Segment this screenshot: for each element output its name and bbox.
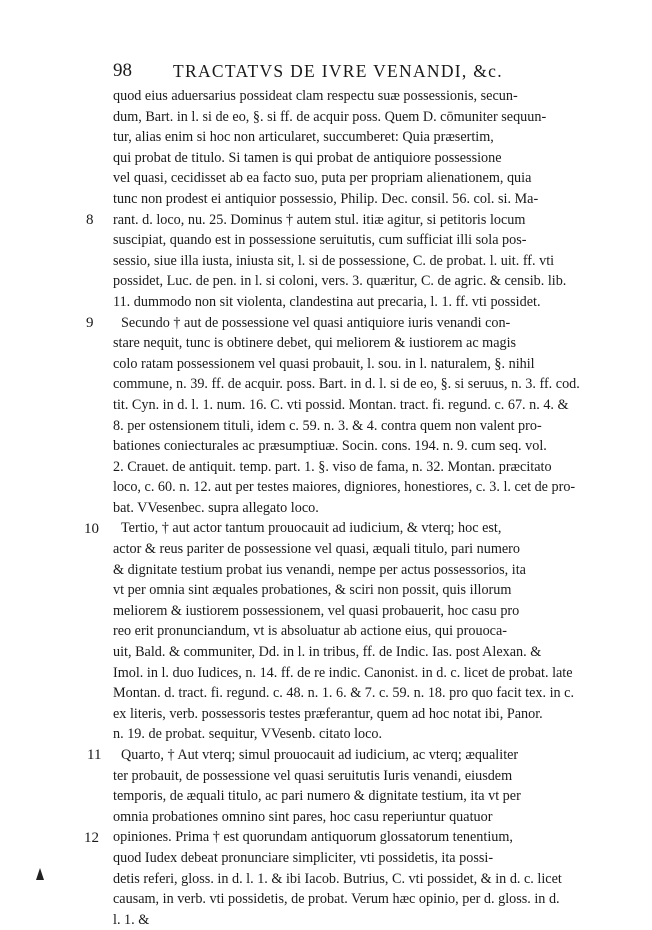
text-line: n. 19. de probat. sequitur, VVesenb. citato loco.	[113, 726, 383, 743]
text-line: vt per omnia sint æquales probationes, & sciri non possit, quis illorum	[113, 582, 512, 599]
text-line: stare nequit, tunc is obtinere debet, qui meliorem & iustiorem ac magis	[113, 335, 517, 352]
text-line: commune, n. 39. ff. de acquir. poss. Bart. in d. l. si de eo, §. si seruus, n. 3. ff. cod.	[113, 376, 580, 393]
text-line: Montan. d. tract. fi. regund. c. 48. n. 1. 6. & 7. c. 59. n. 18. pro quo facit tex. in c.	[113, 685, 574, 702]
text-line: vel quasi, cecidisset ab ea facto suo, puta per propriam alienationem, quia	[113, 170, 532, 187]
text-line: omnia probationes omnino sint pares, hoc casu reperiuntur quatuor	[113, 808, 493, 825]
text-line: bat. VVesenbec. supra allegato loco.	[113, 499, 319, 516]
text-line: loco, c. 60. n. 12. aut per testes maiores, digniores, honestiores, c. 3. l. cet de pro-	[113, 479, 576, 496]
margin-number: 11	[87, 747, 102, 764]
margin-number: 8	[86, 211, 94, 228]
margin-number: 9	[86, 314, 94, 331]
text-line: dum, Bart. in l. si de eo, §. si ff. de acquir poss. Quem D. cōmuniter sequun-	[113, 108, 547, 125]
text-line: Quarto, † Aut vterq; simul prouocauit ad iudicium, ac vterq; æqualiter	[121, 747, 519, 763]
text-line: rant. d. loco, nu. 25. Dominus † autem stul. itiæ agitur, si petitoris locum	[113, 211, 526, 228]
text-line: qui probat de titulo. Si tamen is qui probat de antiquiore possessione	[113, 149, 502, 166]
page-header	[113, 60, 593, 84]
text-line: possidet, Luc. de pen. in l. si coloni, vers. 3. quæritur, C. de agric. & censib. lib.	[113, 273, 567, 290]
margin-number: 12	[84, 829, 99, 846]
text-line: Imol. in l. duo Iudices, n. 14. ff. de re indic. Canonist. in d. c. licet de probat. late	[113, 664, 573, 681]
text-line: tur, alias enim si hoc non articularet, succumberet: Quia præsertim,	[113, 129, 494, 146]
margin-number: 10	[84, 520, 99, 537]
text-line: temporis, de æquali titulo, ac pari numero & dignitate testium, ita vt per	[113, 788, 521, 805]
text-line: suscipiat, quando est in possessione seruitutis, cum sufficiat illi sola pos-	[113, 232, 527, 249]
body-text	[113, 86, 583, 930]
text-line: tit. Cyn. in d. l. 1. num. 16. C. vti possid. Montan. tract. fi. regund. c. 67. n. 4. &	[113, 396, 569, 413]
text-line: opiniones. Prima † est quorundam antiquorum glossatorum tenentium,	[113, 829, 513, 846]
text-line: 11. dummodo non sit violenta, clandestina aut precaria, l. 1. ff. vti possidet.	[113, 293, 541, 310]
text-line: quod eius aduersarius possideat clam respectu suæ possessionis, secun-	[113, 88, 518, 104]
text-line: colo ratam possessionem vel quasi probauit, l. sou. in l. naturalem, §. nihil	[113, 355, 535, 372]
text-line: reo erit pronunciandum, vt is absoluatur ab actione eius, qui prouoca-	[113, 623, 507, 640]
text-line: Secundo † aut de possessione vel quasi antiquiore iuris venandi con-	[121, 314, 511, 331]
text-line: bationes coniecturales ac præsumptiuæ. Socin. cons. 194. n. 9. cum seq. vol.	[113, 438, 547, 455]
text-line: actor & reus pariter de possessione vel quasi, æquali titulo, pari numero	[113, 541, 521, 558]
text-line: detis referi, gloss. in d. l. 1. & ibi Iacob. Butrius, C. vti possidet, & in d. c. licet	[113, 870, 562, 887]
page-number: 98	[113, 60, 132, 81]
text-line: quod Iudex debeat pronunciare simpliciter, vti possidetis, ita possi-	[113, 849, 494, 866]
text-line: sessio, siue illa iusta, iniusta sit, l. si de possessione, C. de probat. l. uit. ff. vti	[113, 252, 555, 269]
page-corner-mark	[36, 868, 44, 880]
text-line: ex literis, verb. possessoris testes præferantur, quem ad hoc notat ibi, Panor.	[113, 705, 543, 722]
text-line: l. 1. &	[113, 911, 150, 928]
text-line: 2. Crauet. de antiquit. temp. part. 1. §. viso de fama, n. 32. Montan. præcitato	[113, 458, 552, 475]
text-line: causam, in verb. vti possidetis, de probat. Verum hæc opinio, per d. gloss. in d.	[113, 891, 560, 908]
running-title: TRACTATVS DE IVRE VENANDI, &c.	[173, 61, 503, 81]
text-line: Tertio, † aut actor tantum prouocauit ad iudicium, & vterq; hoc est,	[121, 520, 502, 537]
text-line: tunc non prodest ei antiquior possessio, Philip. Dec. consil. 56. col. si. Ma-	[113, 190, 539, 207]
text-line: ter probauit, de possessione vel quasi seruitutis Iuris venandi, eiusdem	[113, 767, 513, 784]
text-line: meliorem & iustiorem possessionem, vel quasi probauerit, hoc casu pro	[113, 602, 520, 619]
text-line: uit, Bald. & communiter, Dd. in l. in tribus, ff. de Indic. Ias. post Alexan. &	[113, 644, 542, 661]
text-line: & dignitate testium probat ius venandi, nempe per actus possessorios, ita	[113, 561, 526, 578]
text-line: 8. per ostensionem tituli, idem c. 59. n. 3. & 4. contra quem non valent pro-	[113, 417, 542, 434]
